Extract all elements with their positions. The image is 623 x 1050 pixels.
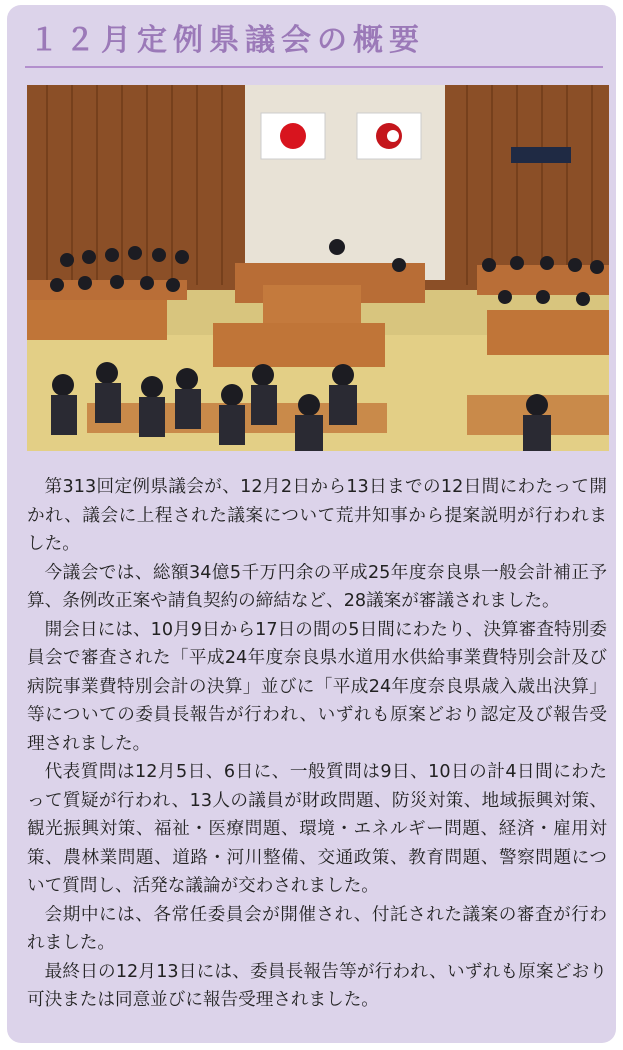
article-panel	[7, 5, 616, 1043]
paragraph-1: 第313回定例県議会が、12月2日から13日までの12日間にわたって開かれ、議会に上程された議案について荒井知事から提案説明が行われました。	[27, 477, 607, 554]
paragraph-2: 今議会では、総額34億5千万円余の平成25年度奈良県一般会計補正予算、条例改正案や請負契約の締結など、28議案が審議されました。	[27, 562, 607, 611]
page-title: １２月定例県議会の概要	[29, 23, 425, 58]
paragraph-4: 代表質問は12月5日、6日に、一般質問は9日、10日の計4日間にわたって質疑が行われ、13人の議員が財政問題、防災対策、地域振興対策、観光振興対策、福祉・医療問題、環境・エネルギー問題、経済・雇用対策、農林業問題、道路・河川整備、交通政策、教育問題、警察問題について質問し、活発な議論が交わされました。	[27, 762, 607, 896]
paragraph-3: 開会日には、10月9日から17日の間の5日間にわたり、決算審査特別委員会で審査された「平成24年度奈良県水道用水供給事業費特別会計及び病院事業費特別会計の決算」並びに「平成24年度奈良県歳入歳出決算」等についての委員長報告が行われ、いずれも原案どおり認定及び報告受理されました。	[27, 619, 607, 754]
article-body	[27, 473, 607, 1015]
paragraph-6: 最終日の12月13日には、委員長報告等が行われ、いずれも原案どおり可決または同意並びに報告受理されました。	[27, 961, 607, 1010]
paragraph-5: 会期中には、各常任委員会が開催され、付託された議案の審査が行われました。	[27, 904, 607, 953]
assembly-photo	[27, 85, 609, 451]
title-divider	[25, 66, 603, 68]
